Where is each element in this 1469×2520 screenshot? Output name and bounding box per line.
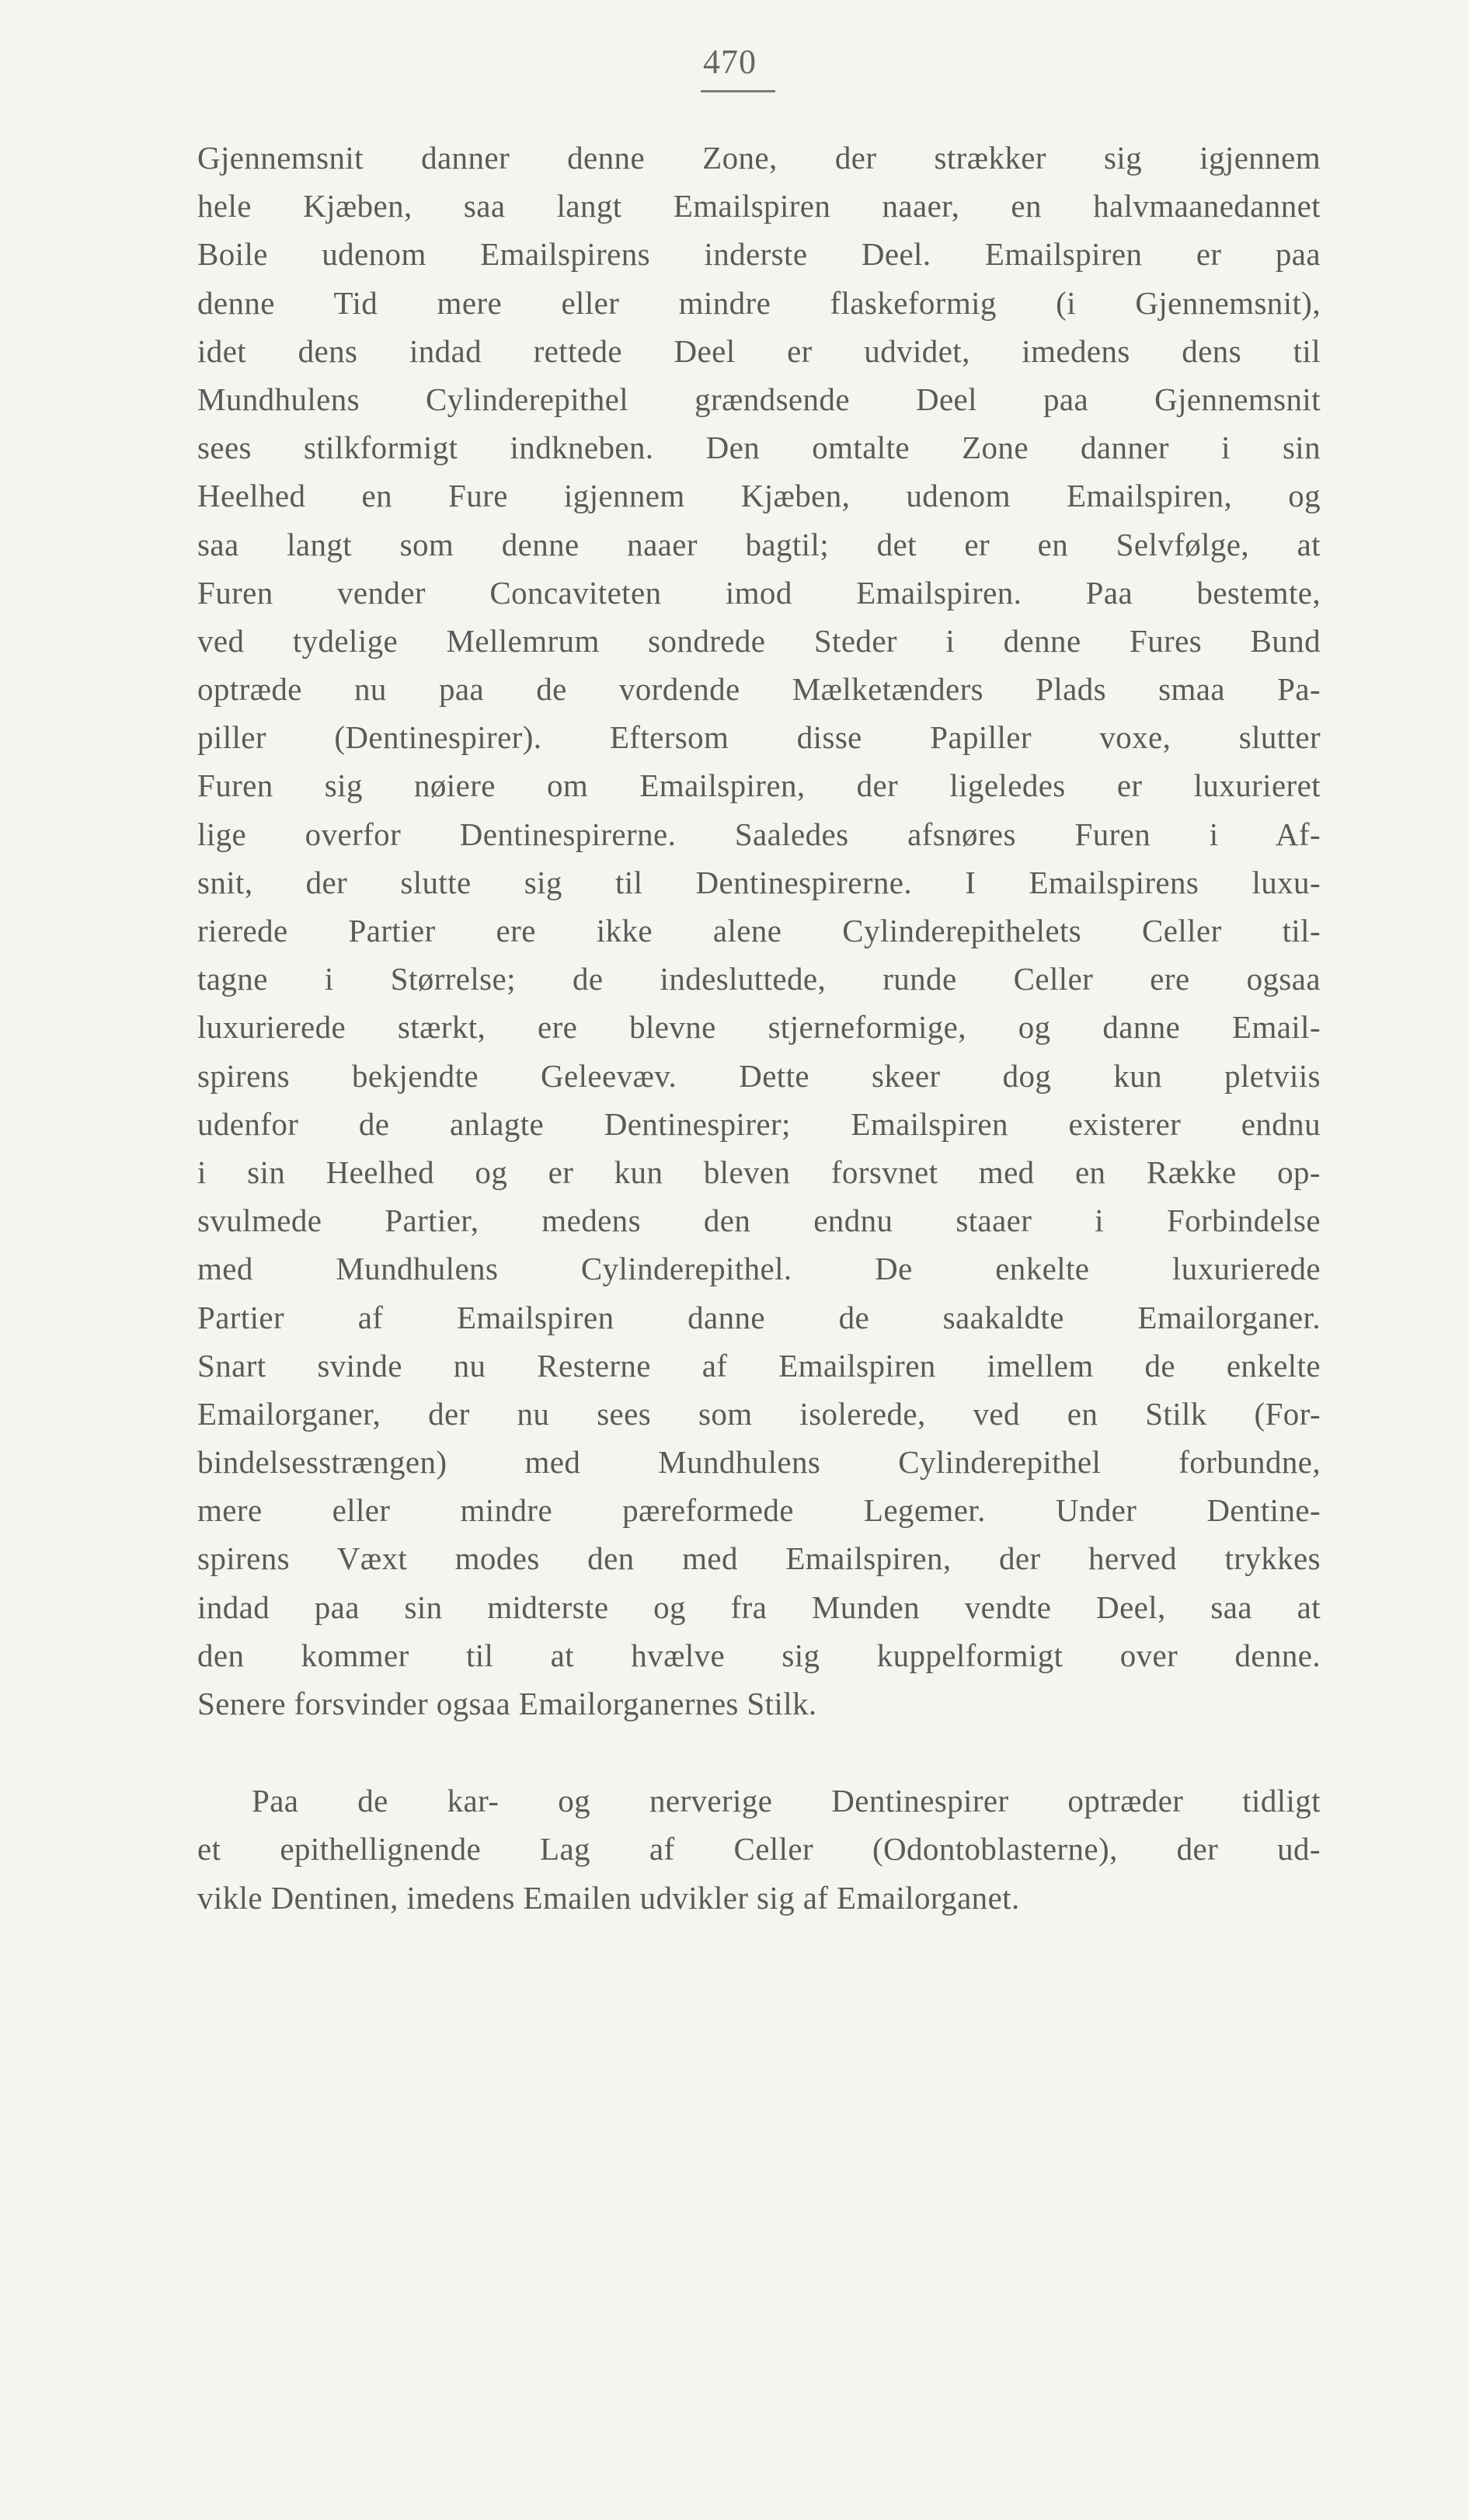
text-line: i sin Heelhed og er kun bleven forsvnet med en Række op- [197,1154,1321,1190]
body-text [197,134,1321,1922]
text-line: idet dens indad rettede Deel er udvidet, imedens dens til [197,332,1321,369]
page-number-underline [701,90,775,92]
text-line: indad paa sin midterste og fra Munden vendte Deel, saa at [197,1589,1321,1625]
text-line: optræde nu paa de vordende Mælketænders Plads smaa Pa- [197,671,1321,708]
text-line: den kommer til at hvælve sig kuppelformigt over denne. [197,1637,1321,1673]
text-line: spirens bekjendte Geleevæv. Dette skeer dog kun pletviis [197,1057,1321,1094]
text-line: spirens Væxt modes den med Emailspiren, der herved trykkes [197,1540,1321,1577]
text-line: Emailorganer, der nu sees som isolerede, ved en Stilk (For- [197,1395,1321,1432]
text-line: Senere forsvinder ogsaa Emailorganernes Stilk. [197,1686,817,1721]
text-line: bindelsesstrængen) med Mundhulens Cylinderepithel forbundne, [197,1444,1321,1481]
text-line: denne Tid mere eller mindre flaskeformig (i Gjennemsnit), [197,284,1321,321]
text-line: luxurierede stærkt, ere blevne stjerneformige, og danne Email- [197,1009,1321,1046]
text-line: svulmede Partier, medens den endnu staaer i Forbindelse [197,1203,1321,1239]
text-line: mere eller mindre pæreformede Legemer. Under Dentine- [197,1492,1321,1529]
text-line: et epithellignende Lag af Celler (Odontoblasterne), der ud- [197,1831,1321,1867]
text-line: lige overfor Dentinespirerne. Saaledes afsnøres Furen i Af- [197,816,1321,852]
text-line: med Mundhulens Cylinderepithel. De enkelte luxurierede [197,1251,1321,1287]
page-number: 470 [703,43,757,81]
text-line: Heelhed en Fure igjennem Kjæben, udenom Emailspiren, og [197,478,1321,514]
text-line: rierede Partier ere ikke alene Cylinderepithelets Celler til- [197,913,1321,948]
text-line: Furen vender Concaviteten imod Emailspiren. Paa bestemte, [197,574,1321,611]
text-line: Snart svinde nu Resterne af Emailspiren imellem de enkelte [197,1347,1321,1384]
text-line: tagne i Størrelse; de indesluttede, runde Celler ere ogsaa [197,961,1321,997]
text-line: Furen sig nøiere om Emailspiren, der ligeledes er luxurieret [197,767,1321,804]
text-line: vikle Dentinen, imedens Emailen udvikler sig af Emailorganet. [197,1879,1020,1916]
text-line: Partier af Emailspiren danne de saakaldte Emailorganer. [197,1299,1321,1335]
text-line: ved tydelige Mellemrum sondrede Steder i denne Fures Bund [197,622,1321,659]
text-line: sees stilkformigt indkneben. Den omtalte Zone danner i sin [197,430,1321,466]
text-line: Mundhulens Cylinderepithel grændsende Deel paa Gjennemsnit [197,381,1321,417]
text-line: saa langt som denne naaer bagtil; det er en Selvfølge, at [197,526,1321,562]
text-line: udenfor de anlagte Dentinespirer; Emailspiren existerer endnu [197,1105,1321,1142]
text-line: snit, der slutte sig til Dentinespirerne. I Emailspirens luxu- [197,864,1321,900]
text-line: Boile udenom Emailspirens inderste Deel. Emailspiren er paa [197,236,1321,273]
text-line: Paa de kar- og nerverige Dentinespirer optræder tidligt [252,1783,1321,1819]
text-line: piller (Dentinespirer). Eftersom disse Papiller voxe, slutter [197,719,1321,756]
text-line: Gjennemsnit danner denne Zone, der strækker sig igjennem [197,140,1321,176]
text-line: hele Kjæben, saa langt Emailspiren naaer, en halvmaanedannet [197,188,1321,225]
